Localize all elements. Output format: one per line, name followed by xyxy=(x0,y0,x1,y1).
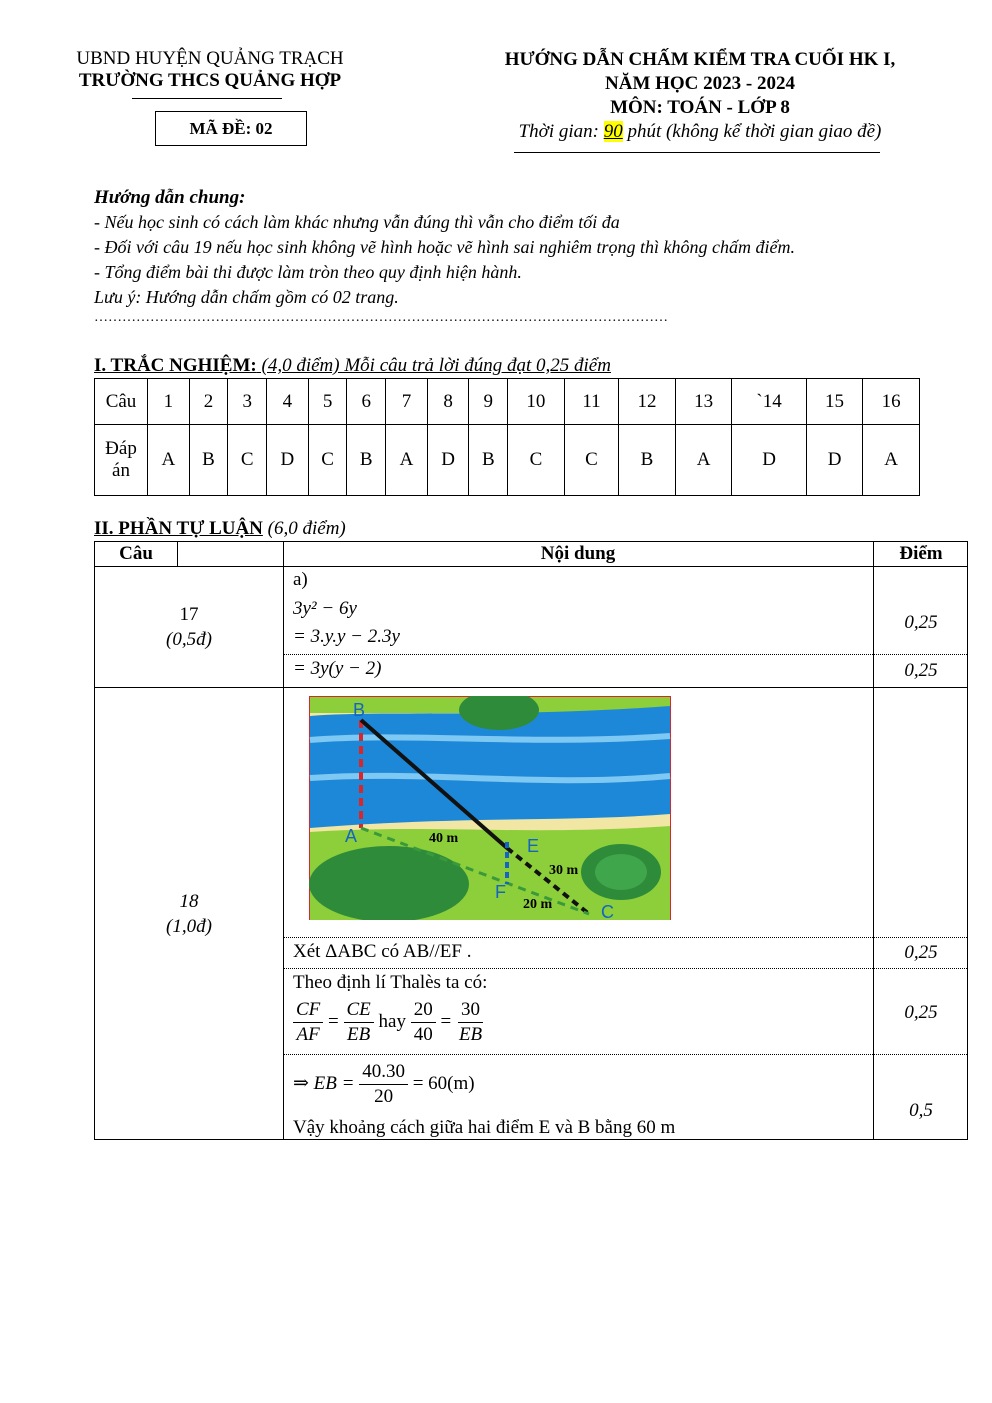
header-left xyxy=(60,48,360,92)
result-suffix: = 60(m) xyxy=(412,1072,475,1094)
row-divider xyxy=(95,687,967,688)
row-label: Câu xyxy=(95,379,148,425)
time-suffix: phút (không kể thời gian giao đề) xyxy=(622,121,882,142)
guidance-line: - Tổng điểm bài thi được làm tròn theo quy định hiện hành. xyxy=(94,262,522,282)
denominator: AF xyxy=(296,1024,320,1045)
question-row xyxy=(95,379,920,425)
answer-cell: C xyxy=(308,425,347,496)
section1-title xyxy=(94,355,611,377)
answer-cell: B xyxy=(189,425,228,496)
answer-cell: C xyxy=(564,425,619,496)
answer-cell: A xyxy=(675,425,732,496)
denominator: EB xyxy=(347,1024,371,1045)
time-value: 90 xyxy=(603,121,623,142)
answer-cell: D xyxy=(267,425,309,496)
q17-part: a) xyxy=(293,569,308,590)
school-name: TRƯỜNG THCS QUẢNG HỢP xyxy=(78,70,342,91)
q17-line1: 3y² − 6y xyxy=(293,598,357,619)
header-right-underline xyxy=(514,152,880,153)
q18-result xyxy=(293,1060,475,1109)
multiple-choice-table xyxy=(94,378,920,496)
numerator: 30 xyxy=(458,998,483,1023)
q18-score2: 0,25 xyxy=(904,1002,938,1023)
answer-cell: B xyxy=(469,425,508,496)
dotted-divider xyxy=(283,1054,967,1055)
numerator: CE xyxy=(344,998,374,1023)
dotted-separator: …………………………………………………………………………………………………………… xyxy=(94,310,668,325)
answer-cell: A xyxy=(386,425,428,496)
exam-time xyxy=(470,120,930,144)
time-prefix: Thời gian: xyxy=(518,121,604,142)
question-number: 13 xyxy=(675,379,732,425)
fig-dist-cf: 20 m xyxy=(523,897,553,912)
q18-line1: Xét ΔABC có AB//EF . xyxy=(293,941,472,962)
section1-note: (4,0 điểm) Mỗi câu trả lời đúng đạt 0,25 điểm xyxy=(256,355,611,376)
fig-label-c: C xyxy=(601,902,614,920)
fig-label-f: F xyxy=(495,882,506,902)
question-number: 15 xyxy=(806,379,863,425)
doc-title: HƯỚNG DẪN CHẤM KIỂM TRA CUỐI HK I, xyxy=(504,49,896,70)
fraction xyxy=(411,998,436,1047)
question-number: 1 xyxy=(148,379,190,425)
denominator: EB xyxy=(458,1024,483,1045)
guidance-line: - Đối với câu 19 nếu học sinh không vẽ hình hoặc vẽ hình sai nghiêm trọng thì không chấm điểm. xyxy=(94,237,795,257)
fig-label-a: A xyxy=(345,826,358,846)
question-number: 3 xyxy=(228,379,267,425)
general-guidance xyxy=(94,185,954,310)
section2-heading: II. PHẦN TỰ LUẬN xyxy=(94,518,263,539)
essay-table xyxy=(94,541,968,1140)
header-cau: Câu xyxy=(119,543,153,564)
q18-score3: 0,5 xyxy=(909,1100,933,1121)
numerator: 40.30 xyxy=(359,1060,408,1085)
header-right xyxy=(470,48,930,144)
fig-label-e: E xyxy=(527,836,540,856)
answer-cell: B xyxy=(347,425,386,496)
q17-points: (0,5đ) xyxy=(166,629,212,650)
header-divider xyxy=(177,542,178,566)
section2-title xyxy=(94,518,346,540)
answer-cell: A xyxy=(148,425,190,496)
subject: MÔN: TOÁN - LỚP 8 xyxy=(610,97,790,118)
q18-thales: $\frac{CF}{AF}$ = $\frac{CE}{EB}$ hay $\frac{20}{40}$ = $\frac{30}{EB}$ xyxy=(293,998,485,1047)
general-heading: Hướng dẫn chung: xyxy=(94,187,246,208)
fig-dist-eb: 30 m xyxy=(549,863,579,878)
q18-conclusion: Vậy khoảng cách giữa hai điểm E và B bằng 60 m xyxy=(293,1117,676,1138)
question-number: 7 xyxy=(386,379,428,425)
fraction xyxy=(456,998,485,1047)
fraction xyxy=(344,998,374,1047)
dotted-divider xyxy=(283,654,967,655)
fig-label-b: B xyxy=(353,700,366,720)
q18-line2: Theo định lí Thalès ta có: xyxy=(293,972,488,993)
dotted-divider xyxy=(283,937,967,938)
q17-score2: 0,25 xyxy=(904,660,938,681)
q18-score1: 0,25 xyxy=(904,942,938,963)
fraction xyxy=(293,998,323,1047)
question-number: 6 xyxy=(347,379,386,425)
school-year: NĂM HỌC 2023 - 2024 xyxy=(605,73,795,94)
guidance-line: - Nếu học sinh có cách làm khác nhưng vẫn đúng thì vẫn cho điểm tối đa xyxy=(94,212,620,232)
question-number: 10 xyxy=(508,379,565,425)
district-name: UBND HUYỆN QUẢNG TRẠCH xyxy=(76,48,344,69)
question-number: 8 xyxy=(427,379,469,425)
denominator: 20 xyxy=(374,1086,394,1107)
header-noidung: Nội dung xyxy=(540,543,616,564)
question-number: 9 xyxy=(469,379,508,425)
fig-dist-ab: 40 m xyxy=(429,831,459,846)
section2-note: (6,0 điểm) xyxy=(262,518,346,539)
q18-number: 18 xyxy=(179,891,199,912)
row-label: Đáp án xyxy=(95,425,148,496)
exam-code-box: MÃ ĐỀ: 02 xyxy=(155,111,307,146)
question-number: 2 xyxy=(189,379,228,425)
answer-cell: A xyxy=(863,425,920,496)
dotted-divider xyxy=(283,968,967,969)
numerator: CF xyxy=(293,998,323,1023)
result-prefix: ⇒ EB = xyxy=(293,1072,355,1094)
q17-line2: = 3.y.y − 2.3y xyxy=(293,626,400,647)
answer-cell: D xyxy=(427,425,469,496)
header-left-underline xyxy=(132,98,282,99)
answer-cell: C xyxy=(228,425,267,496)
q17-score1: 0,25 xyxy=(904,612,938,633)
row-divider xyxy=(95,566,967,567)
numerator: 20 xyxy=(411,998,436,1023)
river-figure xyxy=(309,696,671,920)
hay-word: hay xyxy=(378,1010,406,1032)
answer-row xyxy=(95,425,920,496)
col-divider xyxy=(283,542,284,1139)
guidance-line: Lưu ý: Hướng dẫn chấm gồm có 02 trang. xyxy=(94,287,399,307)
q17-number: 17 xyxy=(179,604,199,625)
answer-cell: C xyxy=(508,425,565,496)
q18-points: (1,0đ) xyxy=(166,916,212,937)
question-number: 11 xyxy=(564,379,619,425)
section1-heading: I. TRẮC NGHIỆM: xyxy=(94,355,257,376)
header-diem: Điểm xyxy=(899,543,943,564)
question-number: `14 xyxy=(732,379,806,425)
question-number: 5 xyxy=(308,379,347,425)
answer-cell: B xyxy=(619,425,676,496)
fraction xyxy=(359,1060,408,1109)
question-number: 4 xyxy=(267,379,309,425)
question-number: 16 xyxy=(863,379,920,425)
denominator: 40 xyxy=(413,1024,433,1045)
answer-cell: D xyxy=(732,425,806,496)
answer-cell: D xyxy=(806,425,863,496)
q17-line3: = 3y(y − 2) xyxy=(293,658,382,679)
question-number: 12 xyxy=(619,379,676,425)
